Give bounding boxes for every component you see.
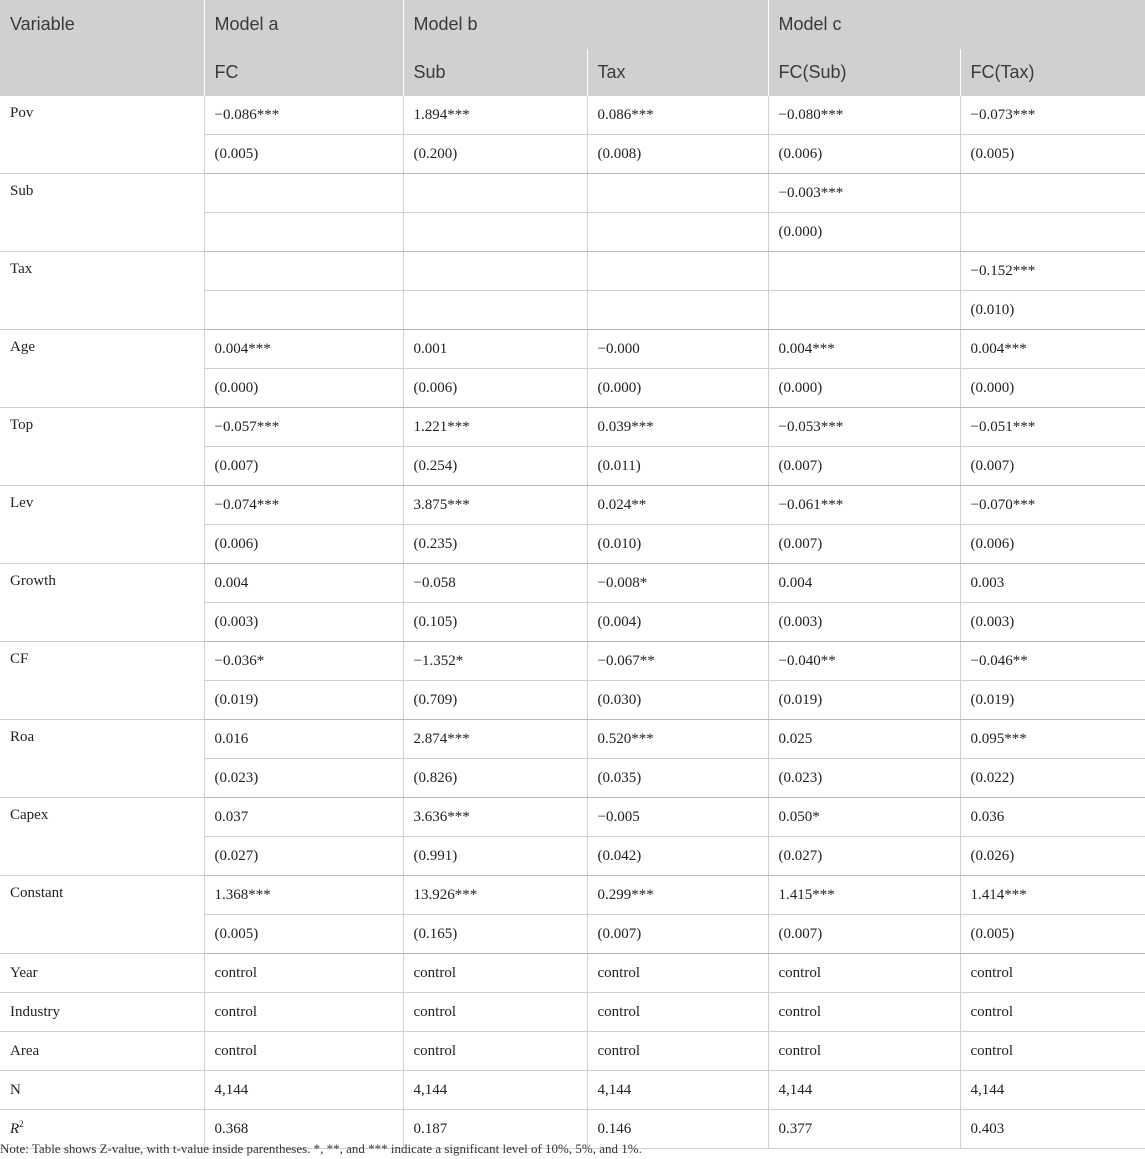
table-row bbox=[0, 564, 1145, 603]
coefficient-cell: 1.368*** bbox=[204, 876, 403, 915]
coefficient-cell: 0.039*** bbox=[587, 408, 768, 447]
observations-cell: 4,144 bbox=[768, 1071, 960, 1110]
coefficient-cell bbox=[403, 252, 587, 291]
control-cell: control bbox=[403, 954, 587, 993]
variable-name: Growth bbox=[0, 564, 204, 642]
observations-cell: 4,144 bbox=[587, 1071, 768, 1110]
coefficient-cell: 13.926*** bbox=[403, 876, 587, 915]
standard-error-cell bbox=[204, 213, 403, 252]
coefficient-cell bbox=[204, 174, 403, 213]
table-row bbox=[0, 174, 1145, 213]
table-row bbox=[0, 798, 1145, 837]
table-body bbox=[0, 96, 1145, 1149]
model-c-header: Model c bbox=[768, 0, 1145, 49]
coefficient-cell: −0.000 bbox=[587, 330, 768, 369]
model-b-header: Model b bbox=[403, 0, 768, 49]
standard-error-cell: (0.019) bbox=[204, 681, 403, 720]
standard-error-cell: (0.005) bbox=[204, 135, 403, 174]
standard-error-cell: (0.007) bbox=[204, 447, 403, 486]
standard-error-cell: (0.004) bbox=[587, 603, 768, 642]
coefficient-cell bbox=[960, 174, 1145, 213]
coefficient-cell bbox=[587, 252, 768, 291]
coefficient-cell: 1.221*** bbox=[403, 408, 587, 447]
coefficient-cell: 1.894*** bbox=[403, 96, 587, 135]
control-row bbox=[0, 954, 1145, 993]
coefficient-cell: −0.051*** bbox=[960, 408, 1145, 447]
control-row bbox=[0, 993, 1145, 1032]
standard-error-cell: (0.006) bbox=[403, 369, 587, 408]
r-squared-cell: 0.368 bbox=[204, 1110, 403, 1149]
standard-error-cell: (0.165) bbox=[403, 915, 587, 954]
coefficient-cell: −0.005 bbox=[587, 798, 768, 837]
r-squared-cell: 0.403 bbox=[960, 1110, 1145, 1149]
coefficient-cell: 0.004*** bbox=[204, 330, 403, 369]
coefficient-cell: 0.086*** bbox=[587, 96, 768, 135]
standard-error-cell: (0.006) bbox=[960, 525, 1145, 564]
coefficient-cell: 0.004*** bbox=[768, 330, 960, 369]
column-header-tax: Tax bbox=[587, 49, 768, 96]
standard-error-cell: (0.235) bbox=[403, 525, 587, 564]
coefficient-cell bbox=[403, 174, 587, 213]
standard-error-cell: (0.006) bbox=[768, 135, 960, 174]
standard-error-cell: (0.007) bbox=[960, 447, 1145, 486]
coefficient-cell: −1.352* bbox=[403, 642, 587, 681]
standard-error-cell: (0.200) bbox=[403, 135, 587, 174]
standard-error-cell: (0.254) bbox=[403, 447, 587, 486]
coefficient-cell: −0.058 bbox=[403, 564, 587, 603]
standard-error-cell: (0.709) bbox=[403, 681, 587, 720]
control-cell: control bbox=[587, 954, 768, 993]
coefficient-cell: 3.636*** bbox=[403, 798, 587, 837]
variable-name: Industry bbox=[0, 993, 204, 1032]
variable-name: Pov bbox=[0, 96, 204, 174]
standard-error-cell: (0.105) bbox=[403, 603, 587, 642]
coefficient-cell: 0.025 bbox=[768, 720, 960, 759]
variable-name: Top bbox=[0, 408, 204, 486]
standard-error-cell: (0.000) bbox=[768, 369, 960, 408]
coefficient-cell bbox=[587, 174, 768, 213]
coefficient-cell: 0.299*** bbox=[587, 876, 768, 915]
standard-error-cell: (0.000) bbox=[768, 213, 960, 252]
table-row bbox=[0, 720, 1145, 759]
standard-error-cell: (0.010) bbox=[960, 291, 1145, 330]
variable-name: Year bbox=[0, 954, 204, 993]
coefficient-cell: 0.004 bbox=[768, 564, 960, 603]
coefficient-cell: 1.414*** bbox=[960, 876, 1145, 915]
coefficient-cell: −0.040** bbox=[768, 642, 960, 681]
coefficient-cell: −0.086*** bbox=[204, 96, 403, 135]
observations-cell: 4,144 bbox=[403, 1071, 587, 1110]
standard-error-cell: (0.035) bbox=[587, 759, 768, 798]
r-squared-cell: 0.146 bbox=[587, 1110, 768, 1149]
table-note: Note: Table shows Z-value, with t-value inside parentheses. *, **, and *** indicate a significant level of 10%, 5%, and 1%. bbox=[0, 1141, 642, 1156]
standard-error-cell bbox=[587, 291, 768, 330]
control-cell: control bbox=[204, 954, 403, 993]
control-cell: control bbox=[403, 993, 587, 1032]
r-squared-cell: 0.187 bbox=[403, 1110, 587, 1149]
column-header-fc: FC bbox=[204, 49, 403, 96]
standard-error-cell: (0.019) bbox=[960, 681, 1145, 720]
observations-row bbox=[0, 1071, 1145, 1110]
standard-error-cell: (0.007) bbox=[587, 915, 768, 954]
coefficient-cell bbox=[768, 252, 960, 291]
coefficient-cell: 3.875*** bbox=[403, 486, 587, 525]
variable-name: Capex bbox=[0, 798, 204, 876]
column-header-fc-tax: FC(Tax) bbox=[960, 49, 1145, 96]
coefficient-cell: 0.004*** bbox=[960, 330, 1145, 369]
control-cell: control bbox=[587, 993, 768, 1032]
standard-error-cell: (0.000) bbox=[204, 369, 403, 408]
control-cell: control bbox=[204, 1032, 403, 1071]
coefficient-cell: −0.061*** bbox=[768, 486, 960, 525]
control-cell: control bbox=[768, 954, 960, 993]
standard-error-cell: (0.042) bbox=[587, 837, 768, 876]
table-row bbox=[0, 252, 1145, 291]
coefficient-cell: −0.070*** bbox=[960, 486, 1145, 525]
coefficient-cell: −0.073*** bbox=[960, 96, 1145, 135]
coefficient-cell: 0.004 bbox=[204, 564, 403, 603]
standard-error-cell: (0.027) bbox=[204, 837, 403, 876]
coefficient-cell: 0.037 bbox=[204, 798, 403, 837]
coefficient-cell: −0.008* bbox=[587, 564, 768, 603]
standard-error-cell: (0.005) bbox=[960, 135, 1145, 174]
standard-error-cell: (0.019) bbox=[768, 681, 960, 720]
control-cell: control bbox=[960, 993, 1145, 1032]
coefficient-cell: 0.050* bbox=[768, 798, 960, 837]
variable-name: Tax bbox=[0, 252, 204, 330]
control-row bbox=[0, 1032, 1145, 1071]
variable-name: Lev bbox=[0, 486, 204, 564]
table-row bbox=[0, 486, 1145, 525]
coefficient-cell: 0.016 bbox=[204, 720, 403, 759]
standard-error-cell: (0.007) bbox=[768, 915, 960, 954]
standard-error-cell: (0.005) bbox=[204, 915, 403, 954]
r-squared-letter: R bbox=[10, 1120, 20, 1137]
control-cell: control bbox=[403, 1032, 587, 1071]
variable-name: CF bbox=[0, 642, 204, 720]
coefficient-cell: 0.024** bbox=[587, 486, 768, 525]
coefficient-cell: −0.080*** bbox=[768, 96, 960, 135]
coefficient-cell: −0.036* bbox=[204, 642, 403, 681]
variable-name: Age bbox=[0, 330, 204, 408]
standard-error-cell: (0.023) bbox=[768, 759, 960, 798]
standard-error-cell: (0.826) bbox=[403, 759, 587, 798]
variable-name: Roa bbox=[0, 720, 204, 798]
table-row bbox=[0, 408, 1145, 447]
column-header-sub: Sub bbox=[403, 49, 587, 96]
standard-error-cell: (0.006) bbox=[204, 525, 403, 564]
control-cell: control bbox=[960, 954, 1145, 993]
standard-error-cell: (0.010) bbox=[587, 525, 768, 564]
standard-error-cell: (0.007) bbox=[768, 525, 960, 564]
r-squared-superscript: 2 bbox=[19, 1118, 24, 1129]
control-cell: control bbox=[204, 993, 403, 1032]
coefficient-cell: 0.001 bbox=[403, 330, 587, 369]
variable-header: Variable bbox=[0, 0, 204, 96]
standard-error-cell: (0.008) bbox=[587, 135, 768, 174]
coefficient-cell: −0.152*** bbox=[960, 252, 1145, 291]
column-header-fc-sub: FC(Sub) bbox=[768, 49, 960, 96]
standard-error-cell: (0.003) bbox=[768, 603, 960, 642]
standard-error-cell bbox=[768, 291, 960, 330]
coefficient-cell: −0.074*** bbox=[204, 486, 403, 525]
standard-error-cell: (0.023) bbox=[204, 759, 403, 798]
standard-error-cell: (0.991) bbox=[403, 837, 587, 876]
standard-error-cell: (0.026) bbox=[960, 837, 1145, 876]
table-row bbox=[0, 642, 1145, 681]
standard-error-cell bbox=[403, 213, 587, 252]
coefficient-cell: 0.520*** bbox=[587, 720, 768, 759]
r-squared-cell: 0.377 bbox=[768, 1110, 960, 1149]
coefficient-cell: −0.003*** bbox=[768, 174, 960, 213]
standard-error-cell: (0.007) bbox=[768, 447, 960, 486]
control-cell: control bbox=[768, 1032, 960, 1071]
coefficient-cell: 2.874*** bbox=[403, 720, 587, 759]
coefficient-cell: 0.003 bbox=[960, 564, 1145, 603]
coefficient-cell bbox=[204, 252, 403, 291]
coefficient-cell: 0.036 bbox=[960, 798, 1145, 837]
standard-error-cell: (0.000) bbox=[960, 369, 1145, 408]
table-row bbox=[0, 330, 1145, 369]
standard-error-cell: (0.011) bbox=[587, 447, 768, 486]
standard-error-cell bbox=[204, 291, 403, 330]
control-cell: control bbox=[587, 1032, 768, 1071]
coefficient-cell: 1.415*** bbox=[768, 876, 960, 915]
standard-error-cell: (0.027) bbox=[768, 837, 960, 876]
variable-name: Constant bbox=[0, 876, 204, 954]
model-a-header: Model a bbox=[204, 0, 403, 49]
observations-cell: 4,144 bbox=[960, 1071, 1145, 1110]
coefficient-cell: −0.067** bbox=[587, 642, 768, 681]
coefficient-cell: 0.095*** bbox=[960, 720, 1145, 759]
standard-error-cell: (0.030) bbox=[587, 681, 768, 720]
control-cell: control bbox=[768, 993, 960, 1032]
standard-error-cell: (0.003) bbox=[960, 603, 1145, 642]
table-row bbox=[0, 876, 1145, 915]
standard-error-cell: (0.005) bbox=[960, 915, 1145, 954]
variable-name: N bbox=[0, 1071, 204, 1110]
coefficient-cell: −0.046** bbox=[960, 642, 1145, 681]
standard-error-cell: (0.000) bbox=[587, 369, 768, 408]
coefficient-cell: −0.057*** bbox=[204, 408, 403, 447]
table-row bbox=[0, 96, 1145, 135]
standard-error-cell bbox=[960, 213, 1145, 252]
coefficient-cell: −0.053*** bbox=[768, 408, 960, 447]
variable-name: Sub bbox=[0, 174, 204, 252]
control-cell: control bbox=[960, 1032, 1145, 1071]
standard-error-cell bbox=[587, 213, 768, 252]
variable-name: Area bbox=[0, 1032, 204, 1071]
observations-cell: 4,144 bbox=[204, 1071, 403, 1110]
standard-error-cell bbox=[403, 291, 587, 330]
standard-error-cell: (0.022) bbox=[960, 759, 1145, 798]
standard-error-cell: (0.003) bbox=[204, 603, 403, 642]
